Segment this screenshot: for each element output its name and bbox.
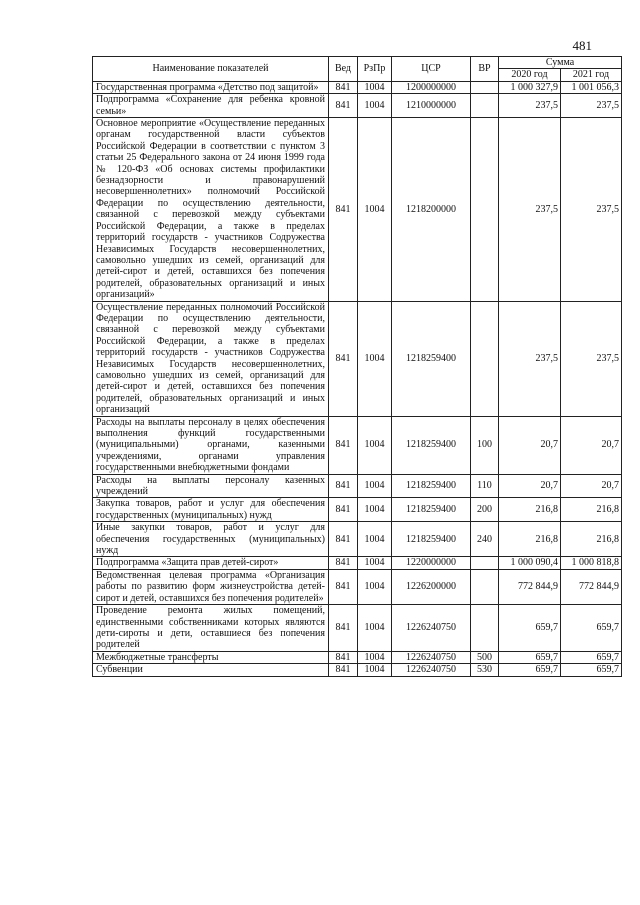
header-2021: 2021 год (561, 69, 622, 81)
row-sum-2021: 237,5 (561, 94, 622, 118)
row-sum-2020: 659,7 (499, 651, 561, 663)
row-name: Расходы на выплаты персоналу в целях обеспечения выполнения функций государственными (муниципальными) органами, казенными учреждениями, органами управления государственными внебюджетными фондами (93, 416, 329, 474)
header-rzpr: РзПр (358, 57, 392, 82)
row-vr: 100 (471, 416, 499, 474)
row-sum-2020: 659,7 (499, 664, 561, 676)
row-csr: 1210000000 (392, 94, 471, 118)
row-name: Иные закупки товаров, работ и услуг для обеспечения государственных (муниципальных) нужд (93, 522, 329, 557)
row-sum-2021: 659,7 (561, 605, 622, 652)
row-sum-2020: 1 000 327,9 (499, 81, 561, 93)
table-row (93, 664, 622, 676)
table-row (93, 81, 622, 93)
row-ved: 841 (329, 522, 358, 557)
row-rzpr: 1004 (358, 301, 392, 416)
table-row (93, 605, 622, 652)
row-sum-2021: 237,5 (561, 301, 622, 416)
row-vr: 530 (471, 664, 499, 676)
row-sum-2021: 237,5 (561, 118, 622, 302)
row-name: Ведомственная целевая программа «Организация работы по развитию форм жизнеустройства детей-сирот и детей, оставшихся без попечения родителей» (93, 569, 329, 604)
row-sum-2021: 216,8 (561, 498, 622, 522)
row-rzpr: 1004 (358, 416, 392, 474)
row-rzpr: 1004 (358, 664, 392, 676)
budget-table (92, 56, 622, 677)
row-rzpr: 1004 (358, 557, 392, 569)
row-csr: 1226240750 (392, 651, 471, 663)
row-rzpr: 1004 (358, 94, 392, 118)
table-row (93, 301, 622, 416)
row-name: Подпрограмма «Сохранение для ребенка кровной семьи» (93, 94, 329, 118)
table-row (93, 498, 622, 522)
row-csr: 1218259400 (392, 416, 471, 474)
header-ved: Вед (329, 57, 358, 82)
row-rzpr: 1004 (358, 498, 392, 522)
row-ved: 841 (329, 605, 358, 652)
header-2020: 2020 год (499, 69, 561, 81)
row-name: Закупка товаров, работ и услуг для обеспечения государственных (муниципальных) нужд (93, 498, 329, 522)
row-name: Подпрограмма «Защита прав детей-сирот» (93, 557, 329, 569)
row-vr: 200 (471, 498, 499, 522)
row-ved: 841 (329, 498, 358, 522)
row-sum-2021: 772 844,9 (561, 569, 622, 604)
row-sum-2020: 216,8 (499, 498, 561, 522)
page-number: 481 (572, 38, 592, 53)
row-rzpr: 1004 (358, 118, 392, 302)
header-sum: Сумма (499, 57, 622, 69)
row-ved: 841 (329, 664, 358, 676)
row-csr: 1218259400 (392, 498, 471, 522)
row-name: Субвенции (93, 664, 329, 676)
row-ved: 841 (329, 94, 358, 118)
row-ved: 841 (329, 416, 358, 474)
row-sum-2021: 20,7 (561, 474, 622, 498)
row-sum-2020: 237,5 (499, 94, 561, 118)
row-sum-2020: 1 000 090,4 (499, 557, 561, 569)
row-name: Основное мероприятие «Осуществление переданных органам государственной власти субъектов Российской Федерации в соответствии с пунктом 3 статьи 25 Федерального закона от 24 июня 1999 года № 120-ФЗ «Об основах системы профилактики безнадзорности и правонарушений несовершеннолетних» полномочий Российской Федерации по осуществлению деятельности, связанной с перевозкой между субъектами Российской Федерации, а также в пределах территорий государств - участников Содружества Независимых Государств несовершеннолетних, самовольно ушедших из семей, организаций для детей-сирот и детей, оставшихся без попечения родителей, образовательных организаций и иных организаций» (93, 118, 329, 302)
row-csr: 1218259400 (392, 301, 471, 416)
row-vr (471, 81, 499, 93)
row-rzpr: 1004 (358, 569, 392, 604)
row-name: Проведение ремонта жилых помещений, единственными собственниками которых являются дети-сироты и дети, оставшиеся без попечения родителей (93, 605, 329, 652)
row-ved: 841 (329, 651, 358, 663)
row-ved: 841 (329, 81, 358, 93)
row-csr: 1220000000 (392, 557, 471, 569)
row-csr: 1218200000 (392, 118, 471, 302)
row-vr: 240 (471, 522, 499, 557)
row-sum-2021: 1 000 818,8 (561, 557, 622, 569)
row-csr: 1226200000 (392, 569, 471, 604)
row-sum-2020: 237,5 (499, 301, 561, 416)
row-name: Осуществление переданных полномочий Российской Федерации по осуществлению деятельности, связанной с перевозкой между субъектами Российской Федерации, а также в пределах территорий государств - участников Содружества Независимых Государств несовершеннолетних, самовольно ушедших из семей, организаций для детей-сирот и детей, оставшихся без попечения родителей, образовательных организаций и иных организаций (93, 301, 329, 416)
row-sum-2020: 216,8 (499, 522, 561, 557)
row-vr (471, 557, 499, 569)
row-sum-2021: 659,7 (561, 651, 622, 663)
table-body (93, 81, 622, 676)
row-name: Государственная программа «Детство под защитой» (93, 81, 329, 93)
row-vr (471, 118, 499, 302)
row-ved: 841 (329, 118, 358, 302)
row-sum-2020: 772 844,9 (499, 569, 561, 604)
row-sum-2020: 20,7 (499, 416, 561, 474)
row-name: Межбюджетные трансферты (93, 651, 329, 663)
row-vr (471, 94, 499, 118)
row-sum-2020: 237,5 (499, 118, 561, 302)
table-row (93, 651, 622, 663)
row-vr (471, 605, 499, 652)
row-rzpr: 1004 (358, 651, 392, 663)
row-csr: 1200000000 (392, 81, 471, 93)
row-ved: 841 (329, 569, 358, 604)
table-row (93, 94, 622, 118)
row-csr: 1218259400 (392, 474, 471, 498)
row-csr: 1218259400 (392, 522, 471, 557)
row-sum-2020: 20,7 (499, 474, 561, 498)
table-row (93, 118, 622, 302)
row-vr: 500 (471, 651, 499, 663)
row-rzpr: 1004 (358, 474, 392, 498)
row-rzpr: 1004 (358, 81, 392, 93)
row-rzpr: 1004 (358, 522, 392, 557)
row-vr (471, 569, 499, 604)
header-csr: ЦСР (392, 57, 471, 82)
row-rzpr: 1004 (358, 605, 392, 652)
row-csr: 1226240750 (392, 605, 471, 652)
row-ved: 841 (329, 301, 358, 416)
row-vr (471, 301, 499, 416)
row-sum-2020: 659,7 (499, 605, 561, 652)
table-row (93, 557, 622, 569)
table-row (93, 569, 622, 604)
row-sum-2021: 1 001 056,3 (561, 81, 622, 93)
row-sum-2021: 20,7 (561, 416, 622, 474)
row-ved: 841 (329, 474, 358, 498)
table-row (93, 522, 622, 557)
row-sum-2021: 216,8 (561, 522, 622, 557)
row-sum-2021: 659,7 (561, 664, 622, 676)
header-name: Наименование показателей (93, 57, 329, 82)
table-row (93, 474, 622, 498)
header-vr: ВР (471, 57, 499, 82)
row-csr: 1226240750 (392, 664, 471, 676)
row-ved: 841 (329, 557, 358, 569)
row-vr: 110 (471, 474, 499, 498)
table-row (93, 416, 622, 474)
row-name: Расходы на выплаты персоналу казенных учреждений (93, 474, 329, 498)
